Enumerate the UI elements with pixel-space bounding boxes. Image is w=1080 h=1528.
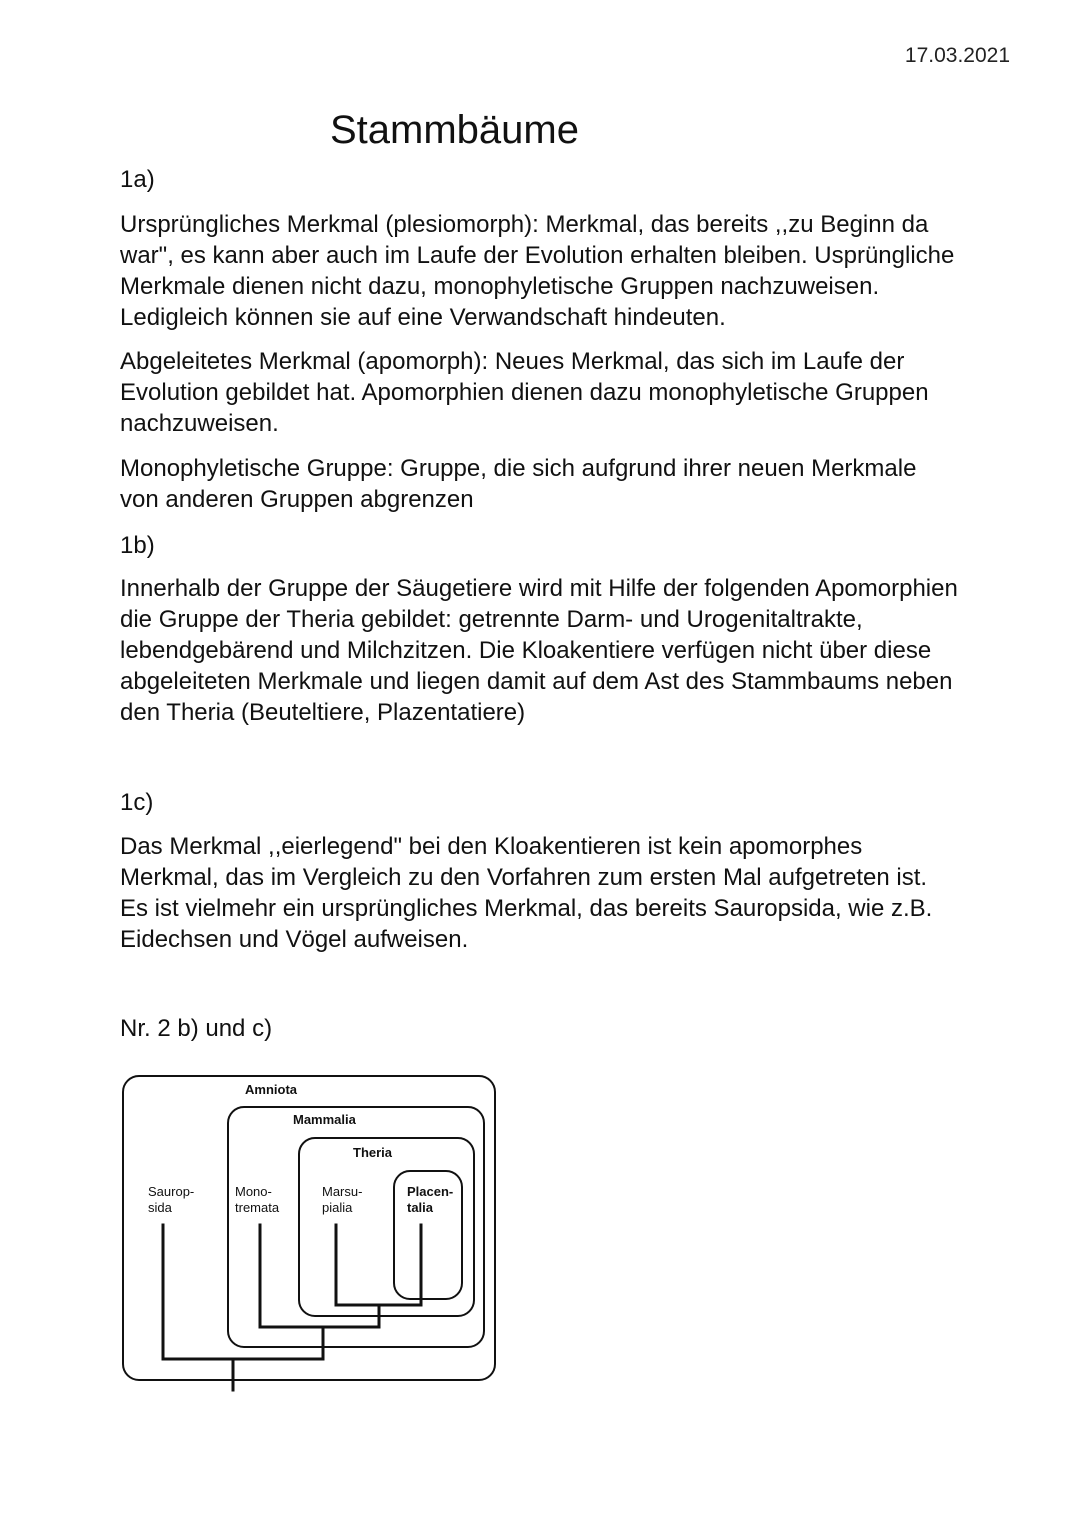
taxon-label-placentalia-2: talia xyxy=(407,1200,434,1215)
taxon-label-placentalia-1: Placen- xyxy=(407,1184,454,1199)
taxon-label-sauropsida-1: Saurop- xyxy=(148,1184,195,1199)
section-heading-1a: 1a) xyxy=(120,166,155,193)
paragraph-apomorph: Abgeleitetes Merkmal (apomorph): Neues Merkmal, das sich im Laufe der Evolution gebildet hat. Apomorphien dienen dazu monophyletische Gruppen nachzuweisen. xyxy=(120,348,929,437)
group-label-theria: Theria xyxy=(353,1145,393,1160)
page-title: Stammbäume xyxy=(330,108,579,152)
paragraph-theria: Innerhalb der Gruppe der Säugetiere wird mit Hilfe der folgenden Apomorphien die Gruppe der Theria gebildet: getrennte Darm- und Urogenitaltrakte, lebendgebärend und Milchzitzen. Die Kloakentiere verfügen nicht über diese abgeleiteten Merkmale und liegen damit auf dem Ast des Stammbaums neben den Theria (Beuteltiere, Plazentatiere) xyxy=(120,575,958,726)
taxon-label-marsupialia-1: Marsu- xyxy=(322,1184,363,1199)
paragraph-plesiomorph: Ursprüngliches Merkmal (plesiomorph): Merkmal, das bereits ,,zu Beginn da war", es kann aber auch im Laufe der Evolution erhalten bleiben. Usprüngliche Merkmale dienen nicht dazu, monophyletische Gruppen nachzuweisen. Ledigleich können sie auf eine Verwandschaft hindeuten. xyxy=(120,211,955,331)
taxon-label-monotremata-2: tremata xyxy=(235,1200,280,1215)
taxon-label-sauropsida-2: sida xyxy=(148,1200,172,1215)
paragraph-egg-laying: Das Merkmal ,,eierlegend" bei den Kloakentieren ist kein apomorphes Merkmal, das im Vergleich zu den Vorfahren zum ersten Mal aufgetreten ist. Es ist vielmehr ein ursprüngliches Merkmal, das bereits Sauropsida, wie z.B. Eidechsen und Vögel aufweisen. xyxy=(120,833,933,953)
theria-box xyxy=(299,1138,474,1316)
section-heading-2: Nr. 2 b) und c) xyxy=(120,1015,273,1042)
taxon-label-monotremata-1: Mono- xyxy=(235,1184,272,1199)
group-label-amniota: Amniota xyxy=(245,1082,297,1097)
paragraph-monophyletic: Monophyletische Gruppe: Gruppe, die sich aufgrund ihrer neuen Merkmale von anderen Gruppen abgrenzen xyxy=(120,455,917,513)
group-label-mammalia: Mammalia xyxy=(293,1112,356,1127)
section-heading-1b: 1b) xyxy=(120,532,155,559)
mammalia-box xyxy=(228,1107,484,1347)
cladogram-diagram xyxy=(110,1065,510,1405)
taxon-label-marsupialia-2: pialia xyxy=(322,1200,353,1215)
document-date: 17.03.2021 xyxy=(904,44,1010,67)
section-heading-1c: 1c) xyxy=(120,789,154,816)
